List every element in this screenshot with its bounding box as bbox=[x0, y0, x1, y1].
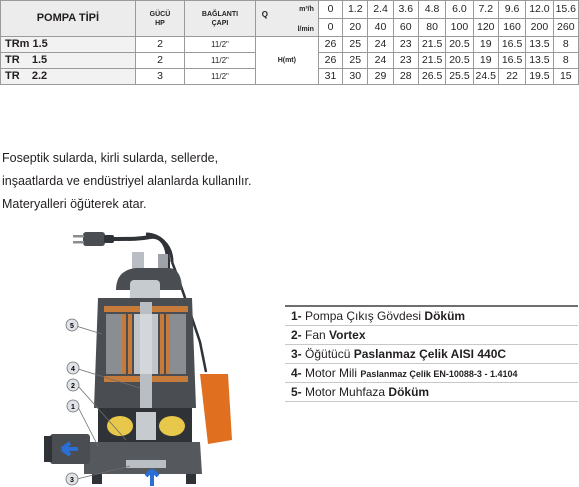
model-connection: 11/2" bbox=[185, 69, 256, 85]
head-cell: 25 bbox=[343, 37, 368, 53]
head-cell: 24 bbox=[368, 37, 393, 53]
model-hp: 3 bbox=[135, 69, 184, 85]
model-connection: 11/2" bbox=[185, 37, 256, 53]
head-cell: 26 bbox=[318, 53, 342, 69]
callout-number: 2 bbox=[71, 383, 75, 390]
q-unit-lmin: l/min bbox=[297, 26, 314, 33]
head-cell: 20.5 bbox=[446, 37, 473, 53]
power-header-line2: HP bbox=[155, 19, 165, 27]
list-item bbox=[285, 364, 578, 383]
connection-header-line1: BAĞLANTI bbox=[201, 10, 239, 18]
connection-header bbox=[185, 1, 256, 37]
head-cell: 21.5 bbox=[418, 37, 445, 53]
head-cell: 25 bbox=[343, 53, 368, 69]
flow-m3h-cell: 2.4 bbox=[368, 1, 393, 19]
head-cell: 19.5 bbox=[526, 69, 553, 85]
head-cell: 26.5 bbox=[418, 69, 445, 85]
part-number: 1- bbox=[291, 309, 302, 323]
flow-m3h-cell: 0 bbox=[318, 1, 342, 19]
head-cell: 21.5 bbox=[418, 53, 445, 69]
description-line: inşaatlarda ve endüstriyel alanlarda kullanılır. bbox=[2, 174, 252, 188]
head-cell: 8 bbox=[553, 53, 578, 69]
head-cell: 20.5 bbox=[446, 53, 473, 69]
callout-number: 5 bbox=[70, 323, 74, 330]
flow-lmin-cell: 260 bbox=[553, 19, 578, 37]
flow-m3h-cell: 15.6 bbox=[553, 1, 578, 19]
head-cell: 16.5 bbox=[498, 37, 525, 53]
power-plug-icon bbox=[73, 232, 114, 246]
head-label: H(mt) bbox=[255, 37, 318, 85]
head-cell: 24 bbox=[368, 53, 393, 69]
flow-m3h-cell: 9.6 bbox=[498, 1, 525, 19]
list-item bbox=[285, 383, 578, 402]
model-hp: 2 bbox=[135, 53, 184, 69]
head-cell: 23 bbox=[393, 53, 418, 69]
flow-m3h-cell: 12.0 bbox=[526, 1, 553, 19]
flow-m3h-cell: 7.2 bbox=[473, 1, 498, 19]
connection-header-line2: ÇAPI bbox=[211, 19, 229, 27]
flow-lmin-cell: 160 bbox=[498, 19, 525, 37]
part-material: Döküm bbox=[424, 309, 466, 323]
part-name: Motor Muhfaza bbox=[305, 385, 386, 399]
flow-lmin-cell: 20 bbox=[343, 19, 368, 37]
part-number: 5- bbox=[291, 385, 302, 399]
part-name: Pompa Çıkış Gövdesi bbox=[305, 309, 422, 323]
model-name: TR 1.5 bbox=[1, 53, 136, 69]
head-cell: 13.5 bbox=[526, 37, 553, 53]
flow-m3h-cell: 6.0 bbox=[446, 1, 473, 19]
part-material: Döküm bbox=[388, 385, 430, 399]
list-item bbox=[285, 326, 578, 345]
table-row bbox=[1, 37, 579, 53]
callout-number: 4 bbox=[71, 366, 75, 373]
head-cell: 19 bbox=[473, 53, 498, 69]
grinder-cutter bbox=[126, 460, 166, 468]
flow-lmin-cell: 100 bbox=[446, 19, 473, 37]
model-name: TR 2.2 bbox=[1, 69, 136, 85]
part-number: 3- bbox=[291, 347, 302, 361]
callout-number: 3 bbox=[70, 477, 74, 484]
power-header-line1: GÜCÜ bbox=[149, 10, 171, 18]
q-unit-m3h: m³/h bbox=[299, 6, 314, 13]
flow-lmin-cell: 60 bbox=[393, 19, 418, 37]
head-cell: 13.5 bbox=[526, 53, 553, 69]
part-material: Vortex bbox=[329, 328, 366, 342]
head-cell: 15 bbox=[553, 69, 578, 85]
part-material: Paslanmaz Çelik EN-10088-3 - 1.4104 bbox=[360, 369, 518, 379]
pump-spec-table bbox=[0, 0, 579, 85]
callout-5 bbox=[66, 319, 102, 334]
list-item bbox=[285, 345, 578, 364]
flow-lmin-cell: 200 bbox=[526, 19, 553, 37]
head-cell: 19 bbox=[473, 37, 498, 53]
head-cell: 8 bbox=[553, 37, 578, 53]
pump-type-header: POMPA TİPİ bbox=[1, 1, 136, 37]
head-cell: 26 bbox=[318, 37, 342, 53]
part-name: Öğütücü bbox=[305, 347, 351, 361]
list-item bbox=[285, 307, 578, 326]
flow-lmin-cell: 40 bbox=[368, 19, 393, 37]
head-cell: 28 bbox=[393, 69, 418, 85]
flow-m3h-cell: 3.6 bbox=[393, 1, 418, 19]
part-number: 2- bbox=[291, 328, 302, 342]
model-connection: 11/2" bbox=[185, 53, 256, 69]
flow-lmin-cell: 120 bbox=[473, 19, 498, 37]
parts-list bbox=[285, 305, 578, 402]
pump-body bbox=[84, 442, 202, 474]
description-line: Materyalleri öğüterek atar. bbox=[2, 197, 147, 211]
flow-m3h-cell: 4.8 bbox=[418, 1, 445, 19]
q-label: Q bbox=[261, 10, 268, 19]
callout-number: 1 bbox=[71, 404, 75, 411]
head-cell: 22 bbox=[498, 69, 525, 85]
part-material: Paslanmaz Çelik AISI 440C bbox=[353, 347, 507, 361]
rotor bbox=[134, 314, 158, 374]
power-header bbox=[135, 1, 184, 37]
float-switch bbox=[200, 374, 232, 444]
model-hp: 2 bbox=[135, 37, 184, 53]
flow-m3h-cell: 1.2 bbox=[343, 1, 368, 19]
flow-lmin-cell: 80 bbox=[418, 19, 445, 37]
part-number: 4- bbox=[291, 366, 302, 380]
inlet-arrow-icon bbox=[146, 470, 158, 486]
head-cell: 29 bbox=[368, 69, 393, 85]
head-cell: 16.5 bbox=[498, 53, 525, 69]
head-cell: 31 bbox=[318, 69, 342, 85]
flow-header bbox=[255, 1, 318, 37]
head-cell: 23 bbox=[393, 37, 418, 53]
head-cell: 25.5 bbox=[446, 69, 473, 85]
head-cell: 30 bbox=[343, 69, 368, 85]
part-name: Motor Mili bbox=[305, 366, 358, 380]
part-name: Fan bbox=[305, 328, 326, 342]
pump-cutaway-illustration bbox=[40, 222, 280, 487]
flow-lmin-cell: 0 bbox=[318, 19, 342, 37]
model-name: TRm 1.5 bbox=[1, 37, 136, 53]
head-cell: 24.5 bbox=[473, 69, 498, 85]
description-line: Foseptik sularda, kirli sularda, sellerde, bbox=[2, 151, 219, 165]
